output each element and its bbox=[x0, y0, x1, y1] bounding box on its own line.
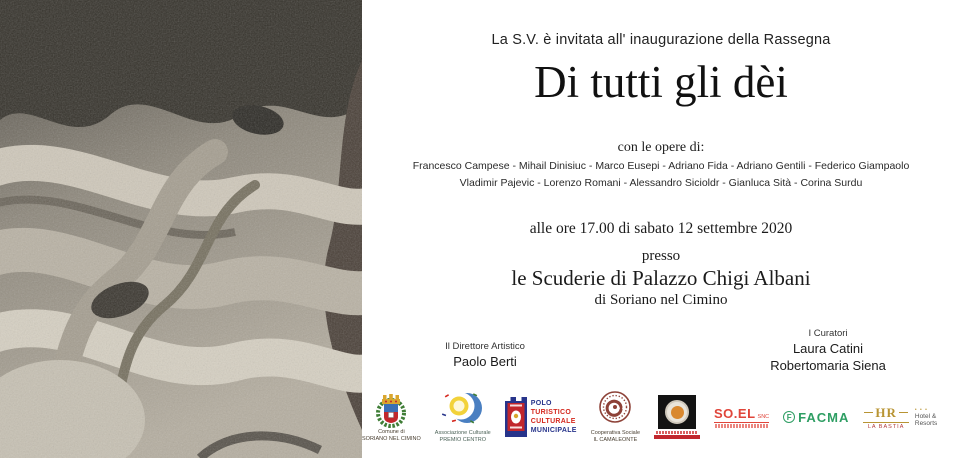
artistic-director-block bbox=[390, 341, 580, 369]
premio-caption-1: Associazione Culturale bbox=[434, 430, 491, 436]
logo-la-bastia bbox=[863, 405, 956, 430]
curator-name-1: Laura Catini bbox=[792, 341, 864, 356]
logo-polo-turistico bbox=[505, 397, 577, 437]
camaleonte-ring-icon bbox=[595, 390, 635, 430]
venue-name: le Scuderie di Palazzo Chigi Albani bbox=[511, 266, 811, 290]
exhibition-title: Di tutti gli dèi bbox=[534, 57, 788, 107]
logo-comune-soriano bbox=[362, 391, 421, 443]
plate-photo-icon bbox=[658, 395, 696, 429]
camaleonte-caption-1: Cooperativa Sociale bbox=[590, 430, 641, 436]
logo-restaurant-plate bbox=[654, 395, 700, 439]
hr-left-rule bbox=[864, 412, 873, 413]
hotel-resorts-label: Hotel & Resorts bbox=[914, 413, 938, 427]
facma-f-icon: F bbox=[783, 411, 795, 423]
polo-word-4: MUNICIPALE bbox=[530, 427, 577, 434]
director-role: Il Direttore Artistico bbox=[445, 341, 525, 352]
artists-line-1: Francesco Campese - Mihail Dinisiuc - Marco Eusepi - Adriano Fida - Adriano Gentili - Federico Giampaolo bbox=[412, 160, 910, 172]
soel-suffix: SNC bbox=[757, 414, 770, 420]
camaleonte-caption-2: IL CAMALEONTE bbox=[593, 437, 638, 443]
invitation-panel bbox=[362, 0, 960, 458]
sponsor-logo-strip bbox=[362, 382, 956, 452]
hr-right-rule bbox=[899, 412, 908, 413]
polo-word-1: POLO bbox=[530, 400, 552, 407]
polo-word-2: TURISTICO bbox=[530, 409, 572, 416]
comune-caption-1: Comune di bbox=[378, 429, 405, 435]
premio-caption-2: PREMIO CENTRO bbox=[439, 437, 486, 443]
polo-wordmark bbox=[531, 399, 577, 435]
logo-premio-centro bbox=[435, 390, 491, 444]
venue-city: di Soriano nel Cimino bbox=[594, 292, 728, 308]
curators-role: I Curatori bbox=[808, 328, 848, 339]
hr-monogram: HR bbox=[875, 404, 897, 420]
gonfalone-banner-icon bbox=[505, 397, 527, 437]
sun-moon-icon bbox=[440, 390, 486, 430]
logo-soel bbox=[714, 406, 769, 428]
sculpture-photo-art bbox=[0, 0, 362, 458]
intro-line: La S.V. è invitata all' inaugurazione della Rassegna bbox=[491, 32, 831, 48]
soel-subtitle-line bbox=[715, 424, 769, 428]
works-label: con le opere di: bbox=[617, 140, 705, 155]
sculpture-photo bbox=[0, 0, 362, 458]
event-datetime: alle ore 17.00 di sabato 12 settembre 2020 bbox=[529, 220, 793, 237]
artists-list bbox=[362, 158, 960, 192]
la-bastia-caption: LA BASTIA bbox=[867, 423, 905, 430]
presso-label: presso bbox=[641, 248, 681, 264]
curator-name-2: Robertomaria Siena bbox=[770, 358, 886, 373]
food-dish-icon bbox=[671, 406, 684, 419]
logo-il-camaleonte bbox=[591, 390, 640, 444]
hotel-stars: • • • bbox=[914, 407, 928, 413]
soel-wordmark: SO.EL bbox=[714, 406, 756, 421]
restaurant-caption-band bbox=[654, 435, 700, 439]
artists-line-2: Vladimir Pajevic - Lorenzo Romani - Alessandro Sicioldr - Gianluca Sità - Corina Surdu bbox=[459, 177, 863, 189]
director-name: Paolo Berti bbox=[453, 354, 517, 369]
logo-facma bbox=[783, 410, 849, 425]
curators-block bbox=[733, 328, 923, 373]
comune-caption-2: SORIANO NEL CIMINO bbox=[362, 436, 421, 442]
comune-coat-of-arms-icon bbox=[373, 391, 409, 429]
restaurant-caption-line bbox=[656, 431, 698, 434]
facma-wordmark: FACMA bbox=[798, 409, 850, 425]
polo-word-3: CULTURALE bbox=[530, 418, 576, 425]
